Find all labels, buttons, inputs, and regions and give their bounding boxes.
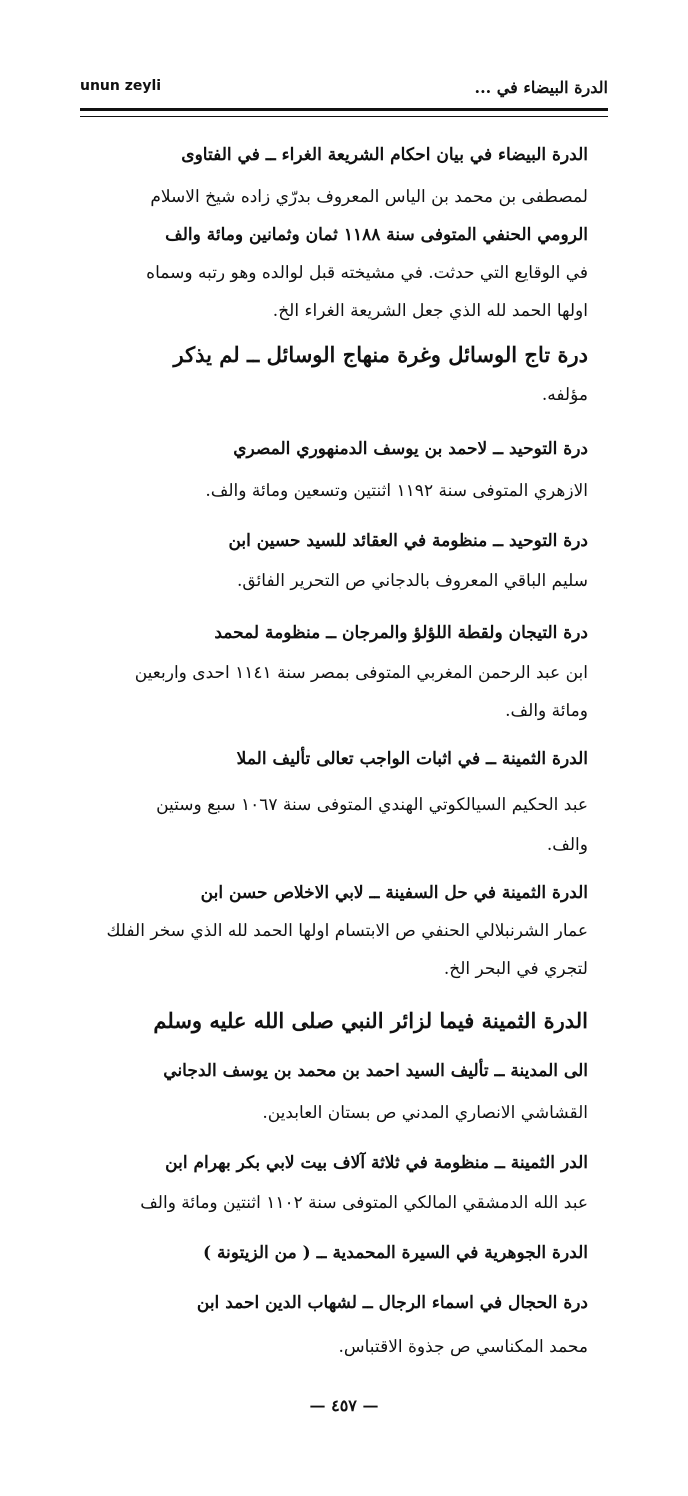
text-line: الرومي الحنفي المتوفى سنة ١١٨٨ ثمان وثمانين ومائة والف [165, 225, 588, 245]
text-line: ابن عبد الرحمن المغربي المتوفى بمصر سنة ١١٤١ احدى واربعين [134, 663, 588, 683]
text-line: الدرة الثمينة ــ في اثبات الواجب تعالى تأليف الملا [236, 749, 588, 769]
text-line: درة التيجان ولقطة اللؤلؤ والمرجان ــ منظومة لمحمد [214, 623, 588, 643]
header-rule-thin [80, 116, 608, 117]
text-line: درة الحجال في اسماء الرجال ــ لشهاب الدين احمد ابن [196, 1293, 588, 1313]
page-number: — ٤٥٧ — [309, 1396, 379, 1415]
text-line: اولها الحمد لله الذي جعل الشريعة الغراء الخ. [272, 301, 588, 321]
header-rule-thick [80, 108, 608, 111]
text-line: الدرة الثمينة في حل السفينة ــ لابي الاخلاص حسن ابن [200, 883, 588, 903]
text-line: عبد الله الدمشقي المالكي المتوفى سنة ١١٠٢ اثنتين ومائة والف [140, 1193, 588, 1213]
text-line: الدرة البيضاء في بيان احكام الشريعة الغراء ــ في الفتاوى [181, 145, 588, 165]
text-line: درة التوحيد ــ لاحمد بن يوسف الدمنهوري المصري [233, 439, 588, 459]
text-line: الى المدينة ــ تأليف السيد احمد بن محمد بن يوسف الدجاني [163, 1061, 588, 1081]
text-line: والف. [546, 835, 588, 855]
text-line: عبد الحكيم السيالكوتي الهندي المتوفى سنة ١٠٦٧ سبع وستين [156, 795, 588, 815]
text-line: لمصطفى بن محمد بن الياس المعروف بدرّي زاده شيخ الاسلام [150, 187, 588, 207]
text-line: الدرة الثمينة فيما لزائر النبي صلى الله عليه وسلم [153, 1008, 588, 1033]
running-header [80, 78, 608, 104]
text-line: مؤلفه. [541, 385, 588, 405]
header-right-text: الدرة البيضاء في ... [474, 78, 608, 97]
text-line: الازهري المتوفى سنة ١١٩٢ اثنتين وتسعين ومائة والف. [205, 481, 588, 501]
text-line: في الوقايع التي حدثت. في مشيخته قبل لوالده وهو رتبه وسماه [146, 263, 588, 283]
text-line: عمار الشرنبلالي الحنفي ص الابتسام اولها الحمد لله الذي سخر الفلك [106, 921, 588, 941]
text-line: ومائة والف. [505, 701, 588, 721]
text-line: الدر الثمينة ــ منظومة في ثلاثة آلاف بيت لابي بكر بهرام ابن [165, 1153, 588, 1173]
text-line: القشاشي الانصاري المدني ص بستان العابدين. [262, 1103, 588, 1123]
text-line: محمد المكناسي ص جذوة الاقتباس. [338, 1337, 588, 1357]
header-left-text: unun zeyli [80, 78, 162, 94]
text-line: الدرة الجوهرية في السيرة المحمدية ــ ( من الزيتونة ) [202, 1243, 588, 1263]
text-line: درة التوحيد ــ منظومة في العقائد للسيد حسين ابن [228, 531, 588, 551]
text-line: سليم الباقي المعروف بالدجاني ص التحرير الفائق. [236, 571, 588, 591]
text-line: لتجري في البحر الخ. [443, 959, 588, 979]
text-line: درة تاج الوسائل وغرة منهاج الوسائل ــ لم يذكر [173, 342, 588, 367]
